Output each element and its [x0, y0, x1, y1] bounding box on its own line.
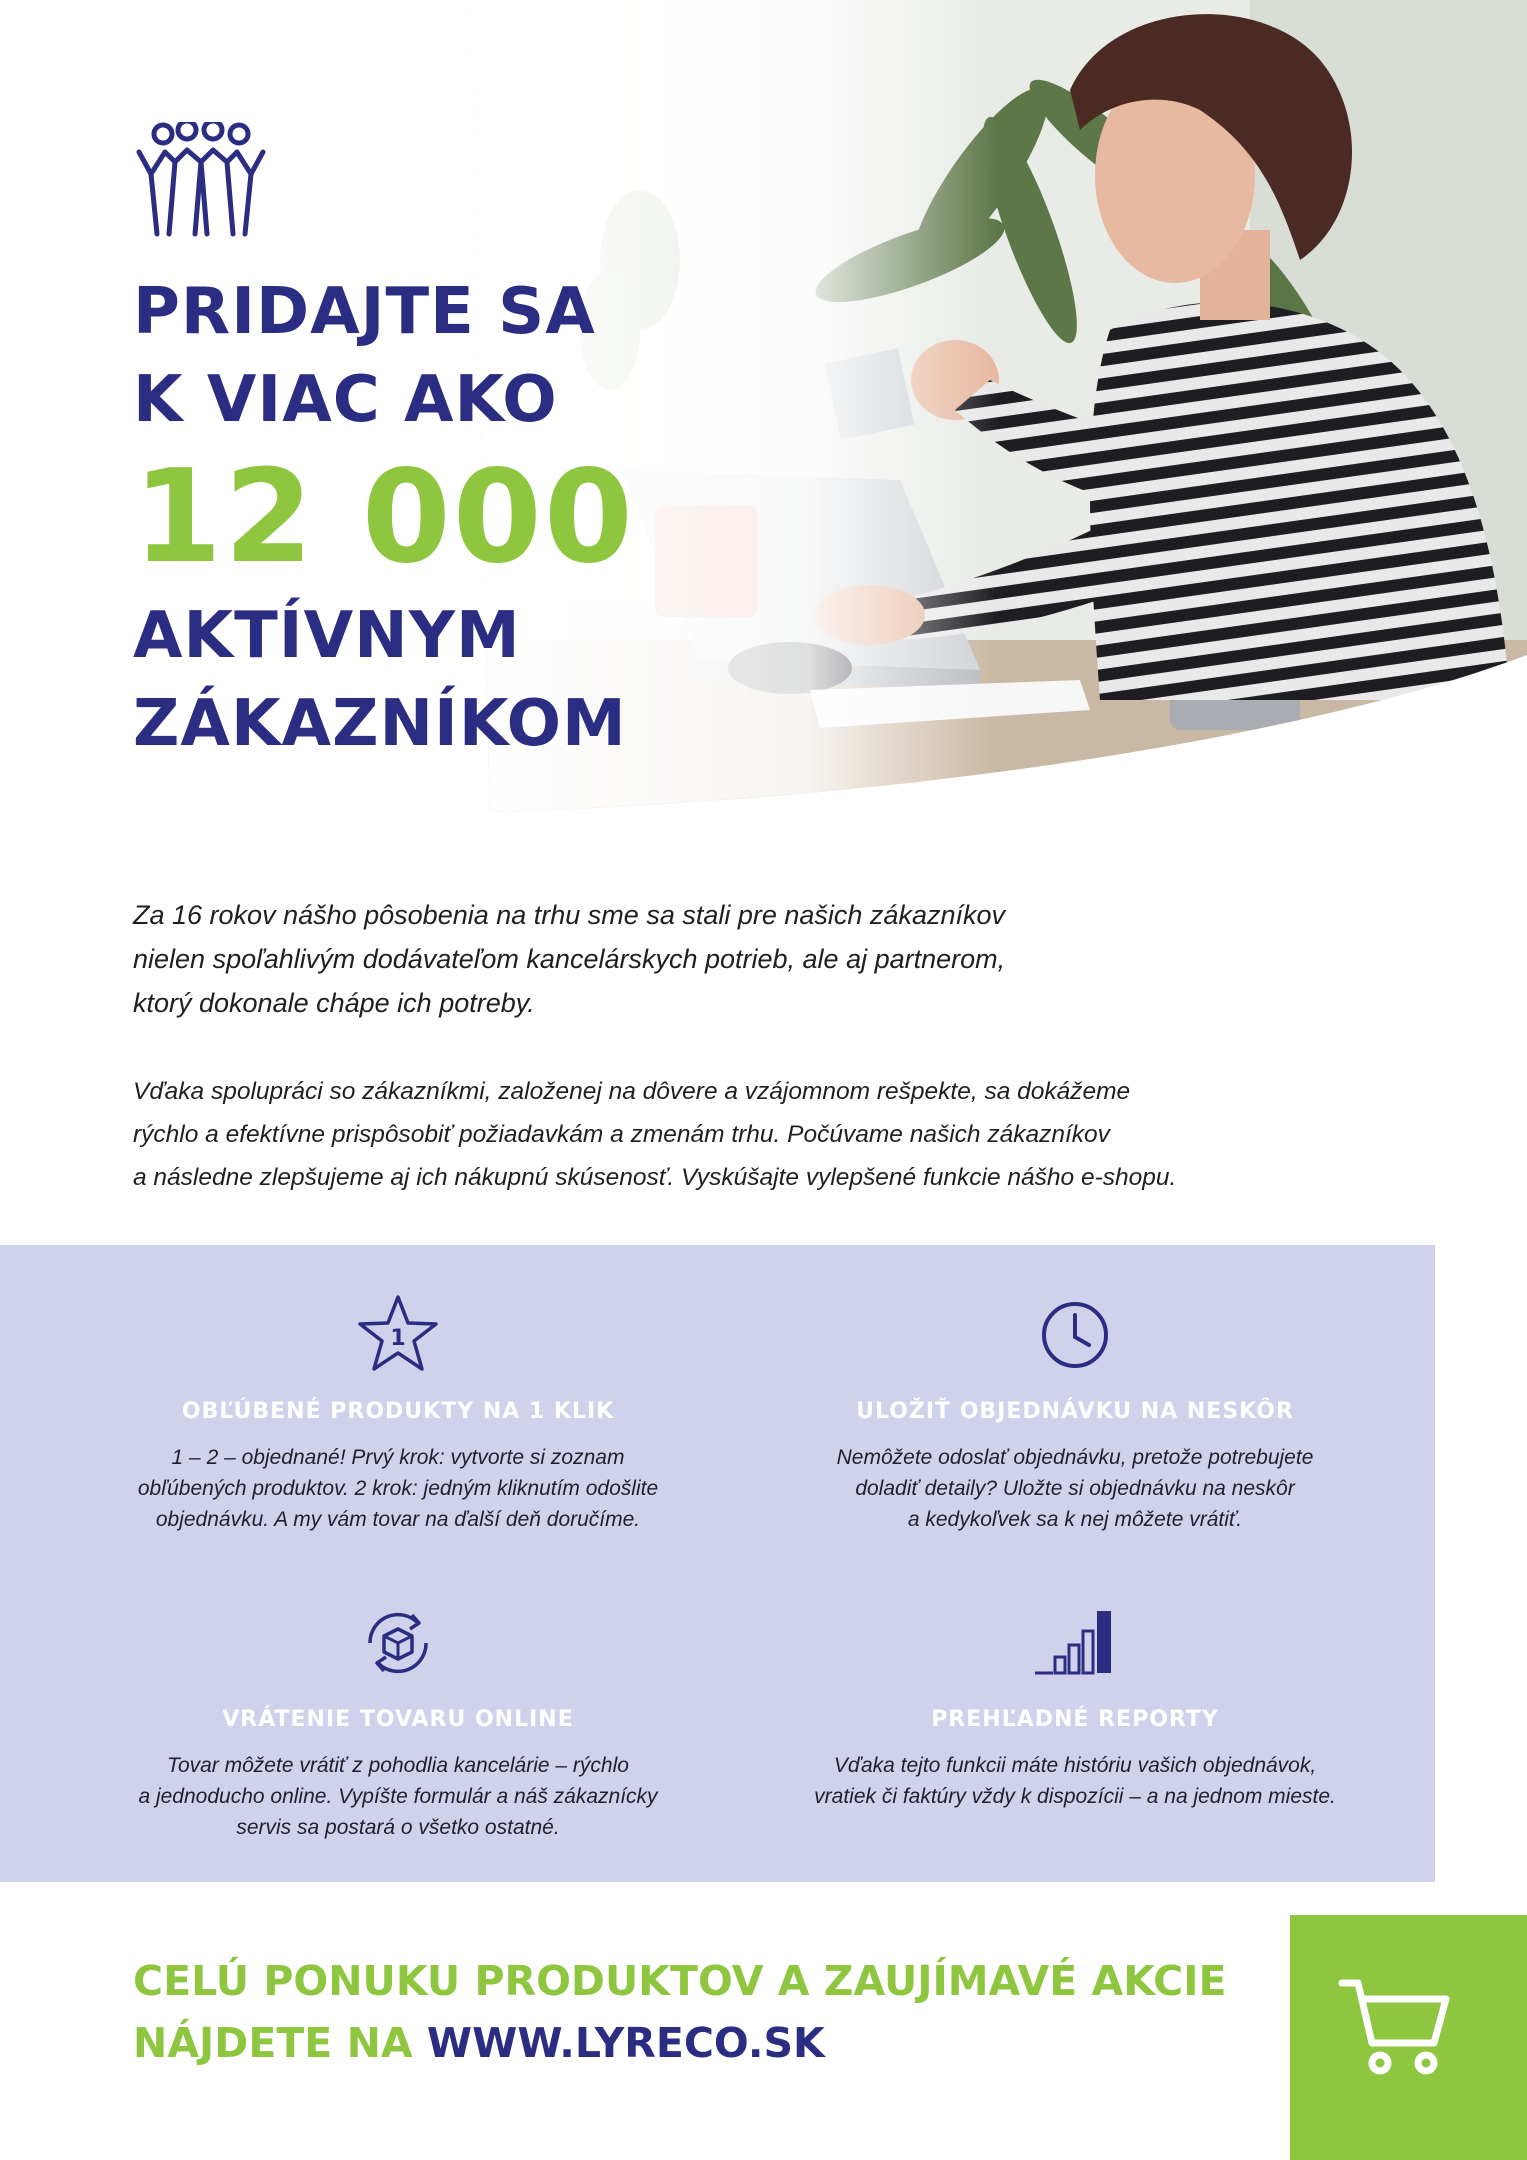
intro-paragraph — [133, 893, 1233, 1025]
feature-line: doladiť detaily? Uložte si objednávku na neskôr — [855, 1477, 1295, 1500]
bar-chart-icon — [1033, 1601, 1117, 1685]
feature-line: Nemôžete odoslať objednávku, pretože potrebujete — [836, 1446, 1314, 1469]
headline-line-4: ZÁKAZNÍKOM — [133, 687, 627, 761]
cta-line-1: CELÚ PONUKU PRODUKTOV A ZAUJÍMAVÉ AKCIE — [133, 1957, 1227, 2005]
star-number-one-icon — [356, 1293, 440, 1377]
feature-save-order — [765, 1293, 1385, 1535]
feature-line: a jednoducho online. Vypíšte formulár a náš zákaznícky — [138, 1785, 658, 1808]
call-to-action — [133, 1950, 1227, 2074]
feature-favourite-products — [88, 1293, 708, 1535]
feature-title: VRÁTENIE TOVARU ONLINE — [222, 1707, 574, 1732]
website-link[interactable]: WWW.LYRECO.SK — [426, 2019, 825, 2067]
return-box-icon — [356, 1601, 440, 1685]
feature-line: a kedykoľvek sa k nej môžete vrátiť. — [907, 1508, 1243, 1531]
star-number-text: 1 — [390, 1326, 406, 1351]
cta-line-2-prefix: NÁJDETE NA — [133, 2019, 427, 2067]
intro-line: Vďaka spolupráci so zákazníkmi, založenej na dôvere a vzájomnom rešpekte, sa dokážeme — [133, 1078, 1131, 1105]
feature-online-return — [88, 1601, 708, 1843]
feature-line: Vďaka tejto funkcii máte históriu vašich objednávok, — [833, 1754, 1317, 1777]
feature-line: obľúbených produktov. 2 krok: jedným kliknutím odošlite — [137, 1477, 659, 1500]
headline — [133, 268, 635, 768]
feature-line: 1 – 2 – objednané! Prvý krok: vytvorte si zoznam — [171, 1446, 625, 1469]
feature-title: PREHĽADNÉ REPORTY — [931, 1707, 1219, 1732]
headline-line-1: PRIDAJTE SA — [133, 275, 596, 349]
intro-line: Za 16 rokov nášho pôsobenia na trhu sme sa stali pre našich zákazníkov — [133, 900, 1005, 930]
feature-description — [118, 1442, 678, 1535]
intro-paragraph-2 — [133, 1070, 1283, 1199]
feature-description — [795, 1442, 1355, 1535]
feature-line: vratiek či faktúry vždy k dispozícii – a na jednom mieste. — [814, 1785, 1336, 1808]
feature-description — [795, 1750, 1355, 1812]
feature-line: Tovar môžete vrátiť z pohodlia kancelárie – rýchlo — [167, 1754, 629, 1777]
headline-number: 12 000 — [133, 443, 635, 592]
intro-line: nielen spoľahlivým dodávateľom kancelárskych potrieb, ale aj partnerom, — [133, 944, 1006, 974]
feature-reports — [765, 1601, 1385, 1812]
shopping-cart-icon — [1338, 1975, 1458, 2085]
intro-line: rýchlo a efektívne prispôsobiť požiadavkám a zmenám trhu. Počúvame našich zákazníkov — [133, 1121, 1110, 1148]
clock-icon — [1033, 1293, 1117, 1377]
feature-description — [118, 1750, 678, 1843]
people-group-logo-icon — [135, 122, 267, 240]
feature-title: OBĽÚBENÉ PRODUKTY NA 1 KLIK — [181, 1399, 615, 1424]
shop-cart-button[interactable] — [1290, 1915, 1527, 2160]
feature-line: objednávku. A my vám tovar na ďalší deň doručíme. — [155, 1508, 641, 1531]
intro-line: a následne zlepšujeme aj ich nákupnú skúsenosť. Vyskúšajte vylepšené funkcie nášho e-shopu. — [133, 1164, 1177, 1191]
headline-line-3: AKTÍVNYM — [133, 599, 521, 673]
headline-line-2: K VIAC AKO — [133, 363, 558, 437]
features-panel — [0, 1245, 1435, 1882]
feature-title: ULOŽIŤ OBJEDNÁVKU NA NESKÔR — [856, 1399, 1294, 1424]
intro-line: ktorý dokonale chápe ich potreby. — [133, 988, 535, 1018]
feature-line: servis sa postará o všetko ostatné. — [236, 1816, 560, 1839]
